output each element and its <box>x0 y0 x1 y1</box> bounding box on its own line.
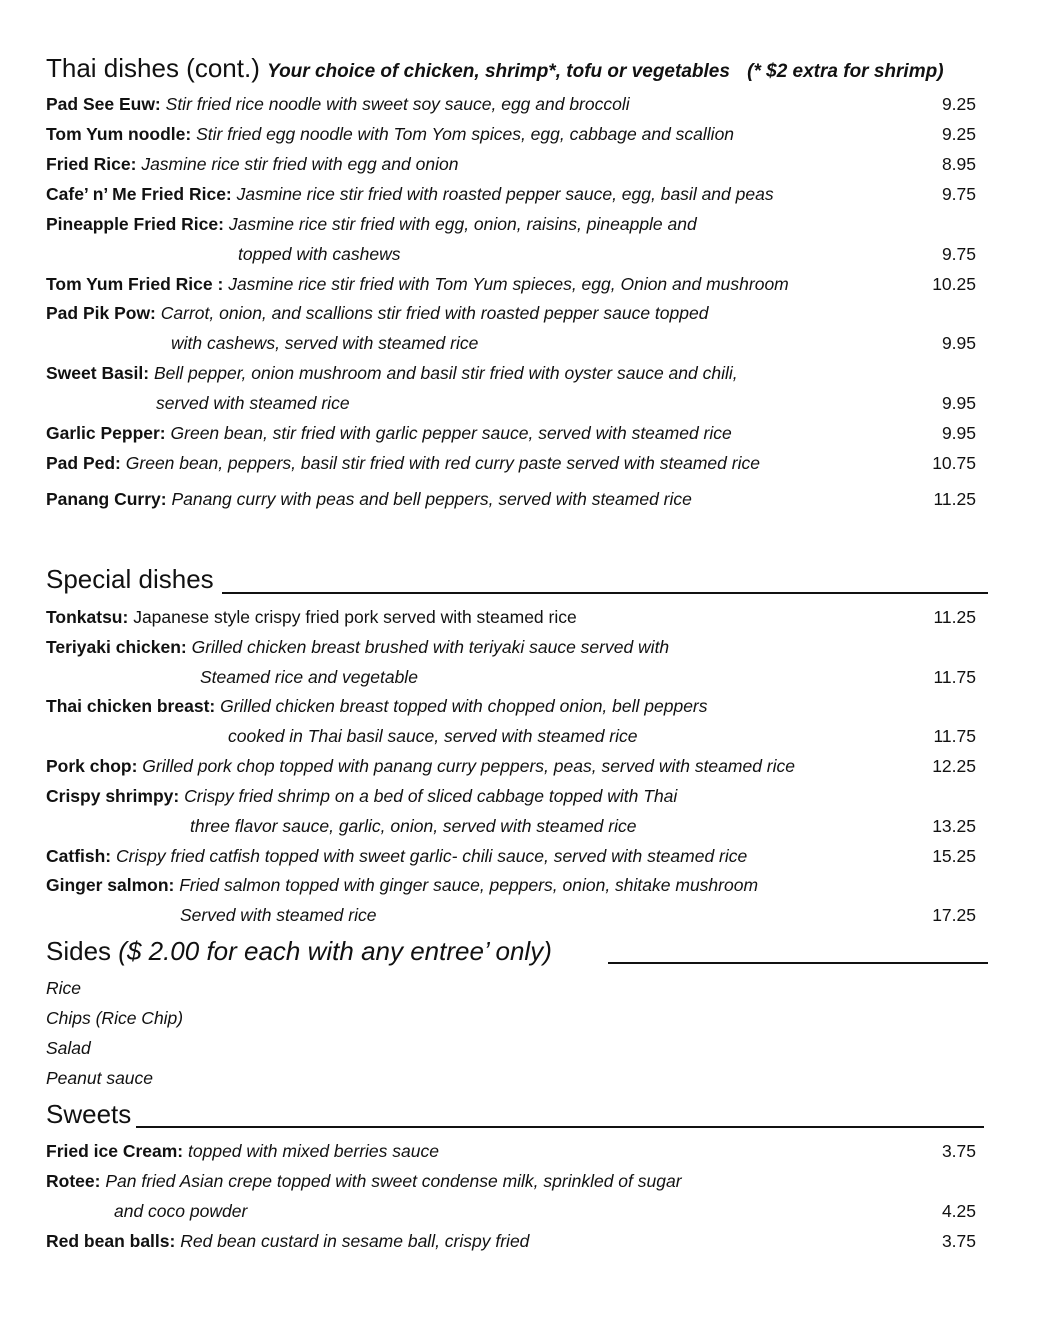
side-item: Salad <box>46 1038 91 1058</box>
menu-item <box>46 1230 976 1252</box>
item-price: 9.75 <box>941 244 976 264</box>
menu-item <box>46 488 976 510</box>
menu-item-continued <box>46 332 976 354</box>
item-desc: Jasmine rice stir fried with egg, onion, raisins, pineapple and <box>228 214 697 234</box>
item-price: 11.75 <box>933 667 976 687</box>
item-name: Thai chicken breast: <box>46 696 216 716</box>
thai-dishes-title: Thai dishes (cont.) <box>46 53 260 83</box>
item-desc: Bell pepper, onion mushroom and basil stir fried with oyster sauce and chili, <box>153 363 738 383</box>
sweets-heading <box>46 1098 131 1130</box>
item-name: Cafe’ n’ Me Fried Rice: <box>46 184 232 204</box>
item-name: Tom Yum Fried Rice : <box>46 274 224 294</box>
menu-item <box>46 785 976 807</box>
item-price: 9.95 <box>941 393 976 413</box>
item-desc-continued: with cashews, served with steamed rice <box>171 333 479 353</box>
item-price: 11.25 <box>933 489 976 509</box>
item-price: 12.25 <box>932 756 976 776</box>
section-rule <box>136 1126 984 1128</box>
menu-item <box>46 153 976 175</box>
menu-item <box>46 302 976 324</box>
menu-item <box>46 606 976 628</box>
sweets-title: Sweets <box>46 1099 132 1129</box>
item-name: Pad See Euw: <box>46 94 161 114</box>
menu-item <box>46 874 976 896</box>
item-price: 11.75 <box>933 726 976 746</box>
item-price: 9.95 <box>941 423 976 443</box>
item-name: Pad Ped: <box>46 453 121 473</box>
item-desc: Grilled chicken breast brushed with teriyaki sauce served with <box>191 637 670 657</box>
menu-item <box>46 845 976 867</box>
item-desc: Jasmine rice stir fried with Tom Yum spieces, egg, Onion and mushroom <box>228 274 789 294</box>
item-name: Fried Rice: <box>46 154 137 174</box>
item-price: 10.25 <box>932 274 976 294</box>
item-price: 17.25 <box>932 905 976 925</box>
menu-item <box>46 422 976 444</box>
thai-dishes-heading <box>46 52 944 88</box>
menu-item-continued <box>46 666 976 688</box>
item-name: Fried ice Cream: <box>46 1141 184 1161</box>
item-price: 9.25 <box>941 94 976 114</box>
item-desc: Crispy fried catfish topped with sweet garlic- chili sauce, served with steamed rice <box>116 846 748 866</box>
section-rule <box>222 592 988 594</box>
item-desc: Crispy fried shrimp on a bed of sliced cabbage topped with Thai <box>184 786 678 806</box>
sides-heading <box>46 935 552 967</box>
item-name: Crispy shrimpy: <box>46 786 180 806</box>
menu-item <box>46 755 976 777</box>
item-name: Sweet Basil: <box>46 363 150 383</box>
side-item: Chips (Rice Chip) <box>46 1008 184 1028</box>
menu-item-continued <box>46 725 976 747</box>
menu-item <box>46 695 976 717</box>
item-desc-continued: and coco powder <box>114 1201 248 1221</box>
item-name: Tom Yum noodle: <box>46 124 192 144</box>
item-name: Rotee: <box>46 1171 101 1191</box>
special-dishes-title: Special dishes <box>46 564 214 594</box>
item-name: Pork chop: <box>46 756 138 776</box>
item-price: 8.95 <box>941 154 976 174</box>
item-price: 11.25 <box>933 607 976 627</box>
item-price: 10.75 <box>932 453 976 473</box>
menu-item <box>46 1170 976 1192</box>
item-desc: Fried salmon topped with ginger sauce, peppers, onion, shitake mushroom <box>179 875 759 895</box>
sides-title: Sides <box>46 936 112 966</box>
item-price: 15.25 <box>932 846 976 866</box>
thai-dishes-note-extra: (* $2 extra for shrimp) <box>747 61 944 82</box>
item-desc-continued: cooked in Thai basil sauce, served with steamed rice <box>228 726 638 746</box>
item-desc: Pan fried Asian crepe topped with sweet condense milk, sprinkled of sugar <box>105 1171 682 1191</box>
item-name: Panang Curry: <box>46 489 167 509</box>
item-price: 3.75 <box>941 1141 976 1161</box>
item-desc-continued: topped with cashews <box>238 244 401 264</box>
item-desc: Stir fried egg noodle with Tom Yom spices, egg, cabbage and scallion <box>196 124 735 144</box>
item-desc: Grilled pork chop topped with panang curry peppers, peas, served with steamed rice <box>142 756 795 776</box>
menu-item <box>46 1140 976 1162</box>
menu-item <box>46 183 976 205</box>
section-rule <box>608 962 988 964</box>
special-dishes-heading <box>46 563 214 595</box>
item-desc: Green bean, stir fried with garlic pepper sauce, served with steamed rice <box>170 423 732 443</box>
item-name: Tonkatsu: <box>46 607 129 627</box>
side-item: Rice <box>46 978 82 998</box>
item-desc-continued: three flavor sauce, garlic, onion, served with steamed rice <box>190 816 637 836</box>
item-name: Teriyaki chicken: <box>46 637 187 657</box>
item-price: 13.25 <box>932 816 976 836</box>
sides-note: ($ 2.00 for each with any entree’ only) <box>118 936 552 966</box>
item-name: Pineapple Fried Rice: <box>46 214 224 234</box>
item-desc-continued: served with steamed rice <box>156 393 350 413</box>
item-desc: Green bean, peppers, basil stir fried with red curry paste served with steamed rice <box>125 453 760 473</box>
item-price: 3.75 <box>941 1231 976 1251</box>
item-price: 9.75 <box>941 184 976 204</box>
menu-item <box>46 636 976 658</box>
item-name: Ginger salmon: <box>46 875 175 895</box>
menu-item <box>46 213 976 235</box>
menu-item-continued <box>46 815 976 837</box>
menu-item <box>46 273 976 295</box>
item-name: Red bean balls: <box>46 1231 176 1251</box>
item-name: Garlic Pepper: <box>46 423 166 443</box>
menu-item <box>46 123 976 145</box>
item-price: 4.25 <box>941 1201 976 1221</box>
item-desc: Carrot, onion, and scallions stir fried with roasted pepper sauce topped <box>160 303 709 323</box>
thai-dishes-note: Your choice of chicken, shrimp*, tofu or vegetables <box>267 61 730 82</box>
menu-item-continued <box>46 904 976 926</box>
item-name: Catfish: <box>46 846 112 866</box>
side-item: Peanut sauce <box>46 1068 154 1088</box>
menu-item-continued <box>46 1200 976 1222</box>
item-desc: topped with mixed berries sauce <box>188 1141 439 1161</box>
item-desc: Japanese style crispy fried pork served with steamed rice <box>133 607 577 627</box>
item-desc: Stir fried rice noodle with sweet soy sauce, egg and broccoli <box>165 94 630 114</box>
item-price: 9.95 <box>941 333 976 353</box>
menu-item-continued <box>46 243 976 265</box>
item-desc: Panang curry with peas and bell peppers, served with steamed rice <box>171 489 692 509</box>
item-desc-continued: Steamed rice and vegetable <box>200 667 418 687</box>
item-desc: Grilled chicken breast topped with chopped onion, bell peppers <box>220 696 708 716</box>
item-desc: Red bean custard in sesame ball, crispy fried <box>180 1231 530 1251</box>
menu-item <box>46 452 976 474</box>
menu-item-continued <box>46 392 976 414</box>
item-desc-continued: Served with steamed rice <box>180 905 377 925</box>
menu-item <box>46 93 976 115</box>
item-desc: Jasmine rice stir fried with egg and onion <box>141 154 459 174</box>
item-price: 9.25 <box>941 124 976 144</box>
menu-item <box>46 362 976 384</box>
item-desc: Jasmine rice stir fried with roasted pepper sauce, egg, basil and peas <box>236 184 774 204</box>
item-name: Pad Pik Pow: <box>46 303 156 323</box>
